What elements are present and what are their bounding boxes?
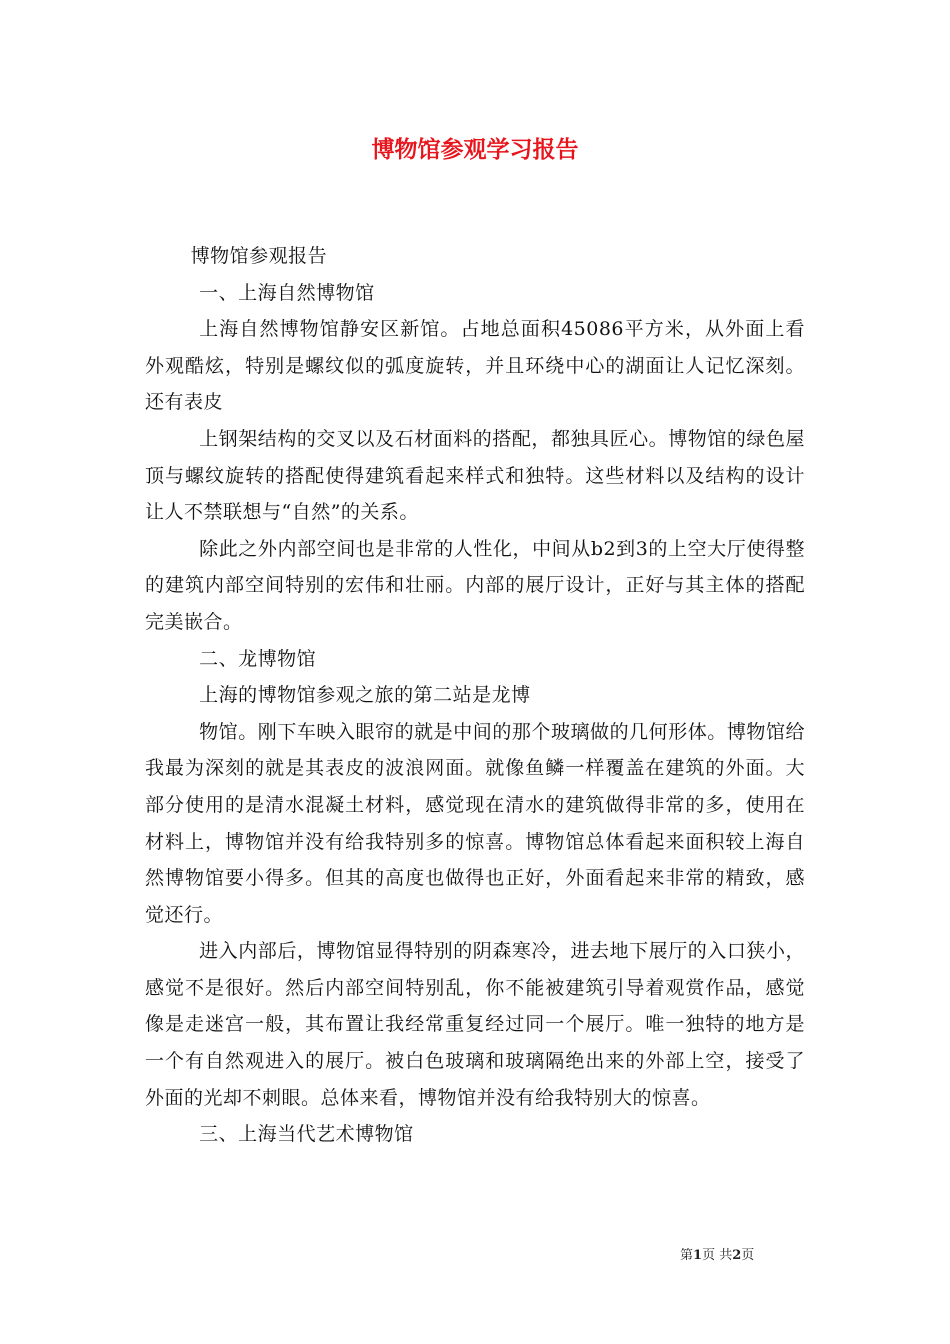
paragraph-report-heading: 博物馆参观报告 xyxy=(190,245,328,267)
document-body xyxy=(145,238,805,1153)
section-heading-2: 二、龙博物馆 xyxy=(199,647,317,670)
paragraph: 除此之外内部空间也是非常的人性化，中间从b2到3的上空大厅使得整的建筑内部空间特别的宏伟和壮丽。内部的展厅设计，正好与其主体的搭配完美嵌合。 xyxy=(145,537,805,633)
paragraph: 进入内部后，博物馆显得特别的阴森寒冷，进去地下展厅的入口狭小，感觉不是很好。然后内部空间特别乱，你不能被建筑引导着观赏作品，感觉像是走迷宫一般，其布置让我经常重复经过同一个展厅。唯一独特的地方是一个有自然观进入的展厅。被白色玻璃和玻璃隔绝出来的外部上空，接受了外面的光却不刺眼。总体来看，博物馆并没有给我特别大的惊喜。 xyxy=(145,940,805,1109)
section-heading-1: 一、上海自然博物馆 xyxy=(199,281,375,304)
paragraph: 物馆。刚下车映入眼帘的就是中间的那个玻璃做的几何形体。博物馆给我最为深刻的就是其表皮的波浪网面。就像鱼鳞一样覆盖在建筑的外面。大部分使用的是清水混凝土材料，感觉现在清水的建筑做得非常的多，使用在材料上，博物馆并没有给我特别多的惊喜。博物馆总体看起来面积较上海自然博物馆要小得多。但其的高度也做得也正好，外面看起来非常的精致，感觉还行。 xyxy=(145,720,805,926)
footer-page-number: 1 xyxy=(693,1248,703,1263)
paragraph: 上钢架结构的交叉以及石材面料的搭配，都独具匠心。博物馆的绿色屋顶与螺纹旋转的搭配使得建筑看起来样式和独特。这些材料以及结构的设计让人不禁联想与“自然”的关系。 xyxy=(145,427,805,524)
footer-total-pages: 2 xyxy=(732,1248,742,1263)
paragraph: 上海自然博物馆静安区新馆。占地总面积45086平方米，从外面上看外观酷炫，特别是螺纹似的弧度旋转，并且环绕中心的湖面让人记忆深刻。还有表皮 xyxy=(145,318,805,414)
footer-suffix: 页 xyxy=(741,1248,755,1263)
section-heading-3: 三、上海当代艺术博物馆 xyxy=(199,1123,414,1146)
paragraph: 上海的博物馆参观之旅的第二站是龙博 xyxy=(199,684,531,707)
footer-middle: 页 共 xyxy=(702,1248,733,1263)
document-title: 博物馆参观学习报告 xyxy=(371,136,579,163)
footer-prefix: 第 xyxy=(680,1248,694,1263)
page-footer xyxy=(680,1247,820,1265)
